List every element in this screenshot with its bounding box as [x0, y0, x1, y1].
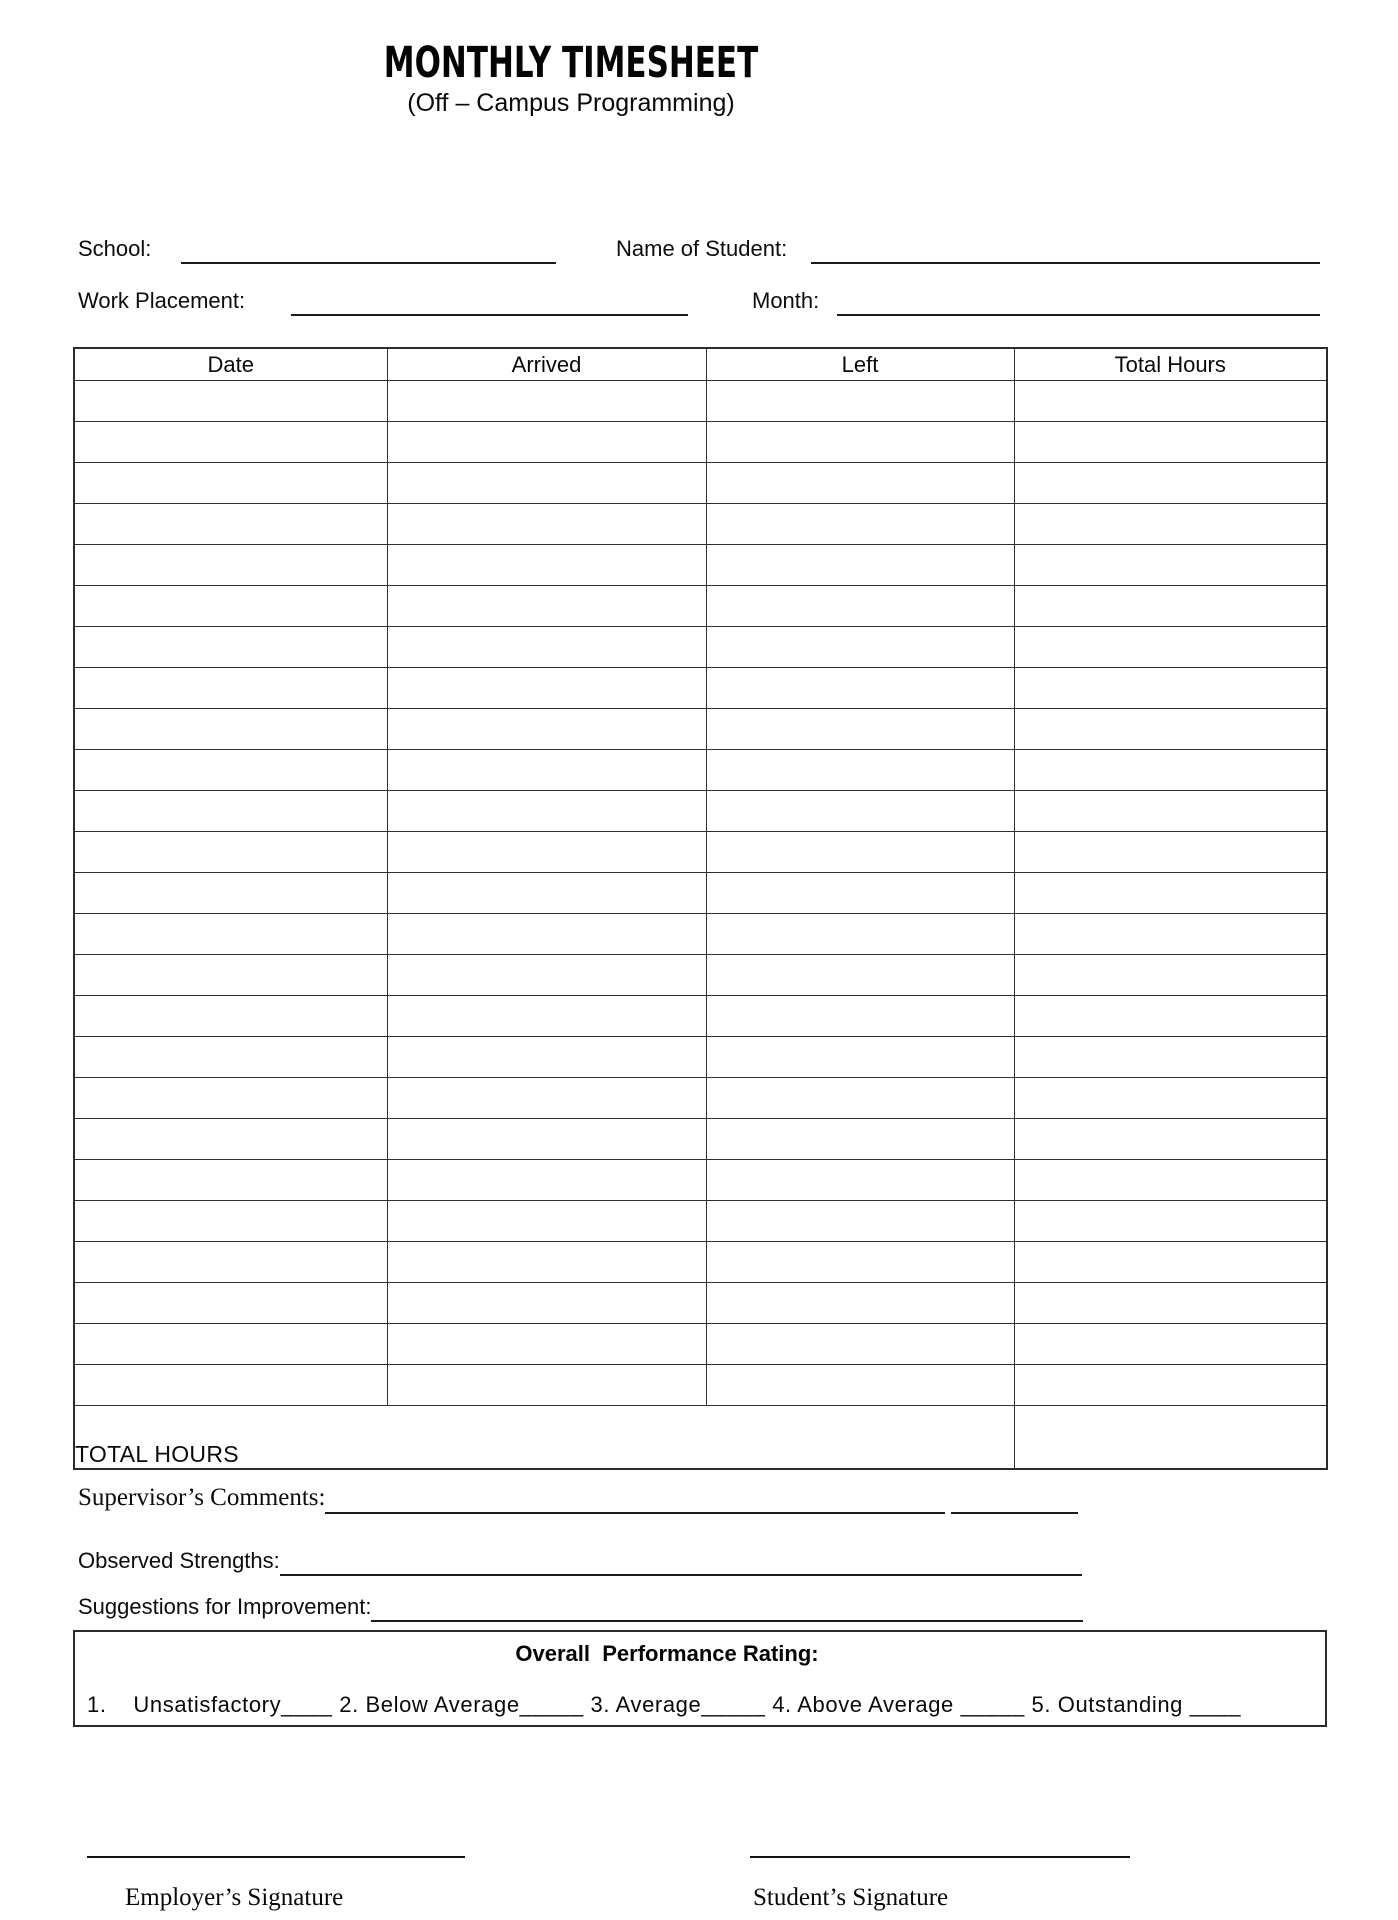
empty-cell [74, 750, 387, 791]
empty-cell [706, 1078, 1014, 1119]
column-header-date: Date [74, 348, 387, 381]
performance-rating-options: 1. Unsatisfactory____ 2. Below Average_____ 3. Average_____ 4. Above Average _____ 5. Outstanding ____ [87, 1692, 1242, 1717]
month-blank-line [837, 288, 1320, 316]
empty-cell [387, 1283, 706, 1324]
empty-cell [387, 463, 706, 504]
empty-cell [387, 832, 706, 873]
empty-cell [74, 832, 387, 873]
total-hours-row [74, 1406, 1327, 1470]
table-row [74, 545, 1327, 586]
empty-cell [387, 1201, 706, 1242]
performance-rating-title: Overall Performance Rating: [515, 1641, 819, 1666]
column-header-left: Left [706, 348, 1014, 381]
student-name-blank-line [811, 236, 1320, 264]
empty-cell [1014, 832, 1327, 873]
table-row [74, 791, 1327, 832]
observed-strengths-label: Observed Strengths: [78, 1548, 280, 1573]
empty-cell [706, 422, 1014, 463]
empty-cell [387, 1242, 706, 1283]
empty-cell [1014, 463, 1327, 504]
table-row [74, 914, 1327, 955]
empty-cell [387, 955, 706, 996]
table-row [74, 709, 1327, 750]
empty-cell [1014, 791, 1327, 832]
empty-cell [706, 996, 1014, 1037]
suggestions-label: Suggestions for Improvement: [78, 1594, 372, 1619]
supervisor-comments-blank-line-2 [951, 1482, 1078, 1514]
table-header-row [74, 348, 1327, 381]
student-signature-line [750, 1856, 1130, 1858]
empty-cell [387, 545, 706, 586]
empty-cell [1014, 381, 1327, 422]
empty-cell [74, 545, 387, 586]
empty-cell [74, 422, 387, 463]
table-row [74, 1324, 1327, 1365]
empty-cell [387, 709, 706, 750]
empty-cell [706, 1283, 1014, 1324]
observed-strengths-row [78, 1548, 1082, 1576]
empty-cell [74, 1201, 387, 1242]
empty-cell [706, 668, 1014, 709]
empty-cell [74, 586, 387, 627]
empty-cell [1014, 1201, 1327, 1242]
empty-cell [706, 791, 1014, 832]
empty-cell [387, 627, 706, 668]
empty-cell [387, 1160, 706, 1201]
suggestions-blank-line [371, 1594, 1083, 1622]
empty-cell [387, 1119, 706, 1160]
empty-cell [1014, 1283, 1327, 1324]
empty-cell [706, 463, 1014, 504]
empty-cell [74, 627, 387, 668]
observed-strengths-blank-line [280, 1548, 1082, 1576]
school-blank-line [181, 236, 556, 264]
empty-cell [706, 1365, 1014, 1406]
empty-cell [706, 1119, 1014, 1160]
empty-cell [387, 1365, 706, 1406]
suggestions-row [78, 1594, 1083, 1622]
supervisor-comments-row [78, 1482, 1078, 1514]
table-row [74, 381, 1327, 422]
empty-cell [74, 1324, 387, 1365]
empty-cell [1014, 1242, 1327, 1283]
empty-cell [1014, 586, 1327, 627]
empty-cell [706, 1037, 1014, 1078]
empty-cell [706, 545, 1014, 586]
empty-cell [1014, 1324, 1327, 1365]
empty-cell [387, 381, 706, 422]
table-row [74, 996, 1327, 1037]
empty-cell [706, 1242, 1014, 1283]
empty-cell [706, 381, 1014, 422]
table-row [74, 586, 1327, 627]
empty-cell [387, 996, 706, 1037]
empty-cell [74, 1242, 387, 1283]
empty-cell [74, 504, 387, 545]
empty-cell [706, 1201, 1014, 1242]
table-row [74, 422, 1327, 463]
empty-cell [706, 914, 1014, 955]
empty-cell [1014, 955, 1327, 996]
empty-cell [706, 832, 1014, 873]
empty-cell [74, 709, 387, 750]
student-name-label: Name of Student: [616, 236, 788, 261]
empty-cell [387, 1324, 706, 1365]
empty-cell [387, 586, 706, 627]
empty-cell [387, 791, 706, 832]
empty-cell [1014, 996, 1327, 1037]
work-placement-label: Work Placement: [78, 288, 246, 313]
empty-cell [1014, 1037, 1327, 1078]
total-hours-label: TOTAL HOURS [74, 1406, 1014, 1470]
table-row [74, 750, 1327, 791]
table-row [74, 463, 1327, 504]
table-row [74, 873, 1327, 914]
table-row [74, 504, 1327, 545]
empty-cell [74, 1365, 387, 1406]
timesheet-body [74, 381, 1327, 1406]
empty-cell [74, 1037, 387, 1078]
empty-cell [1014, 545, 1327, 586]
empty-cell [74, 1160, 387, 1201]
empty-cell [1014, 1365, 1327, 1406]
page-subtitle: (Off – Campus Programming) [407, 89, 735, 117]
empty-cell [1014, 422, 1327, 463]
empty-cell [74, 914, 387, 955]
table-row [74, 955, 1327, 996]
empty-cell [74, 1078, 387, 1119]
empty-cell [74, 381, 387, 422]
empty-cell [706, 750, 1014, 791]
empty-cell [706, 873, 1014, 914]
empty-cell [1014, 914, 1327, 955]
document-header [0, 40, 1142, 118]
empty-cell [387, 873, 706, 914]
empty-cell [706, 1324, 1014, 1365]
empty-cell [1014, 1160, 1327, 1201]
student-signature-label: Student’s Signature [753, 1884, 949, 1911]
page-title: MONTHLY TIMESHEET [383, 38, 759, 88]
table-row [74, 1037, 1327, 1078]
student-name-field-row [616, 234, 1320, 264]
empty-cell [1014, 1119, 1327, 1160]
table-row [74, 1365, 1327, 1406]
empty-cell [1014, 873, 1327, 914]
total-hours-value-cell [1014, 1406, 1327, 1470]
empty-cell [706, 627, 1014, 668]
supervisor-comments-label: Supervisor’s Comments: [78, 1484, 326, 1511]
empty-cell [387, 750, 706, 791]
empty-cell [74, 996, 387, 1037]
table-row [74, 1201, 1327, 1242]
month-field-row [752, 286, 1320, 316]
empty-cell [74, 1283, 387, 1324]
table-row [74, 1160, 1327, 1201]
empty-cell [1014, 1078, 1327, 1119]
table-row [74, 1078, 1327, 1119]
empty-cell [74, 1119, 387, 1160]
empty-cell [74, 955, 387, 996]
empty-cell [387, 422, 706, 463]
empty-cell [387, 1078, 706, 1119]
empty-cell [706, 955, 1014, 996]
empty-cell [74, 873, 387, 914]
empty-cell [706, 1160, 1014, 1201]
empty-cell [1014, 627, 1327, 668]
empty-cell [387, 668, 706, 709]
column-header-total-hours: Total Hours [1014, 348, 1327, 381]
empty-cell [1014, 709, 1327, 750]
empty-cell [706, 504, 1014, 545]
work-placement-field-row [78, 286, 688, 316]
empty-cell [706, 586, 1014, 627]
employer-signature-line [87, 1856, 465, 1858]
table-row [74, 1283, 1327, 1324]
empty-cell [387, 1037, 706, 1078]
empty-cell [387, 914, 706, 955]
column-header-arrived: Arrived [387, 348, 706, 381]
timesheet-table [73, 347, 1328, 1470]
table-row [74, 1242, 1327, 1283]
empty-cell [387, 504, 706, 545]
empty-cell [1014, 750, 1327, 791]
empty-cell [74, 668, 387, 709]
work-placement-blank-line [291, 288, 688, 316]
school-field-row [78, 234, 556, 264]
empty-cell [74, 791, 387, 832]
table-row [74, 627, 1327, 668]
month-label: Month: [752, 288, 820, 313]
table-row [74, 832, 1327, 873]
empty-cell [1014, 668, 1327, 709]
employer-signature-label: Employer’s Signature [125, 1884, 344, 1911]
empty-cell [1014, 504, 1327, 545]
school-label: School: [78, 236, 152, 261]
table-row [74, 1119, 1327, 1160]
empty-cell [706, 709, 1014, 750]
table-row [74, 668, 1327, 709]
performance-rating-box [73, 1630, 1327, 1727]
empty-cell [74, 463, 387, 504]
supervisor-comments-blank-line-1 [325, 1482, 945, 1514]
